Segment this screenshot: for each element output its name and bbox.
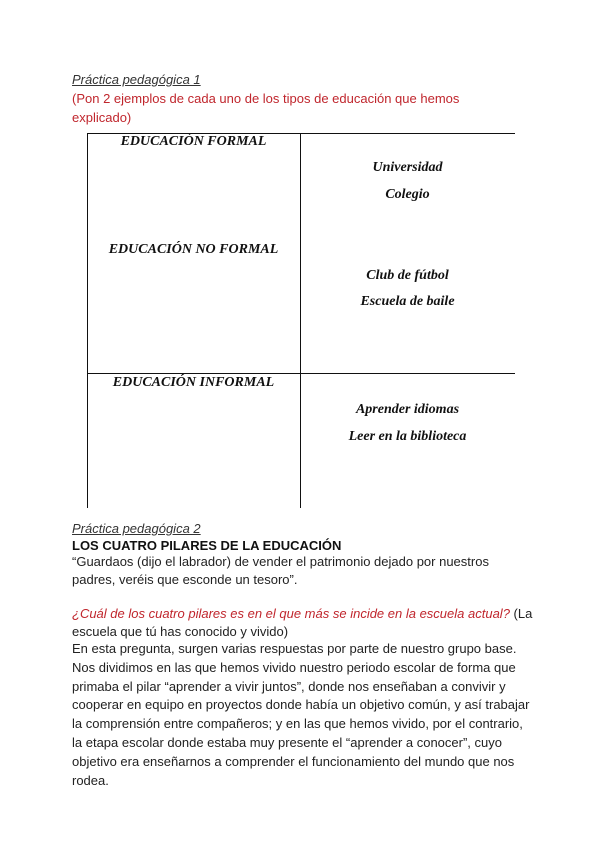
quote-text: “Guardaos (dijo el labrador) de vender el patrimonio dejado por nuestros padres, veréis que esconde un tesoro”. [72,554,489,587]
formal-example-1: Universidad [372,160,443,175]
practice-1-instruction: (Pon 2 ejemplos de cada uno de los tipos de educación que hemos explicado) [72,91,460,125]
answer-paragraph: En esta pregunta, surgen varias respuestas por parte de nuestro grupo base. Nos dividimos en las que hemos vivido nuestro periodo escolar de forma que primaba el pilar “aprender a vivir juntos”, donde nos enseñaban a convivir y cooperar en equipo en proyectos donde había un objetivo común, y así trabajar la comprensión entre compañeros; y en las que hemos vivido, por el contrario, la etapa escolar donde estaba muy presente el “aprender a conocer”, cuyo objetivo era enseñarnos a comprender el funcionamiento del mundo que nos rodea. [72,641,530,788]
practice-2-title: Práctica pedagógica 2 [72,521,201,536]
formal-label: EDUCACIÓN FORMAL [120,134,267,146]
practice-1-title: Práctica pedagógica 1 [72,72,201,87]
informal-example-1: Aprender idiomas [355,402,460,417]
table-left-border [87,133,88,508]
formal-example-2: Colegio [385,187,430,202]
no-formal-example-2: Escuela de baile [360,294,455,309]
informal-example-2: Leer en la biblioteca [348,429,467,444]
education-types-table [87,133,515,508]
no-formal-example-1: Club de fútbol [366,268,449,283]
question-note: (La escuela que tú has conocido y vivido) [72,606,533,639]
question-block [72,605,542,641]
question-text: ¿Cuál de los cuatro pilares es en el que más se incide en la escuela actual? [72,606,510,621]
informal-label: EDUCACIÓN INFORMAL [112,375,275,390]
no-formal-label: EDUCACIÓN NO FORMAL [108,242,279,257]
table-row-divider [87,373,515,374]
pillars-heading: LOS CUATRO PILARES DE LA EDUCACIÓN [72,538,342,553]
